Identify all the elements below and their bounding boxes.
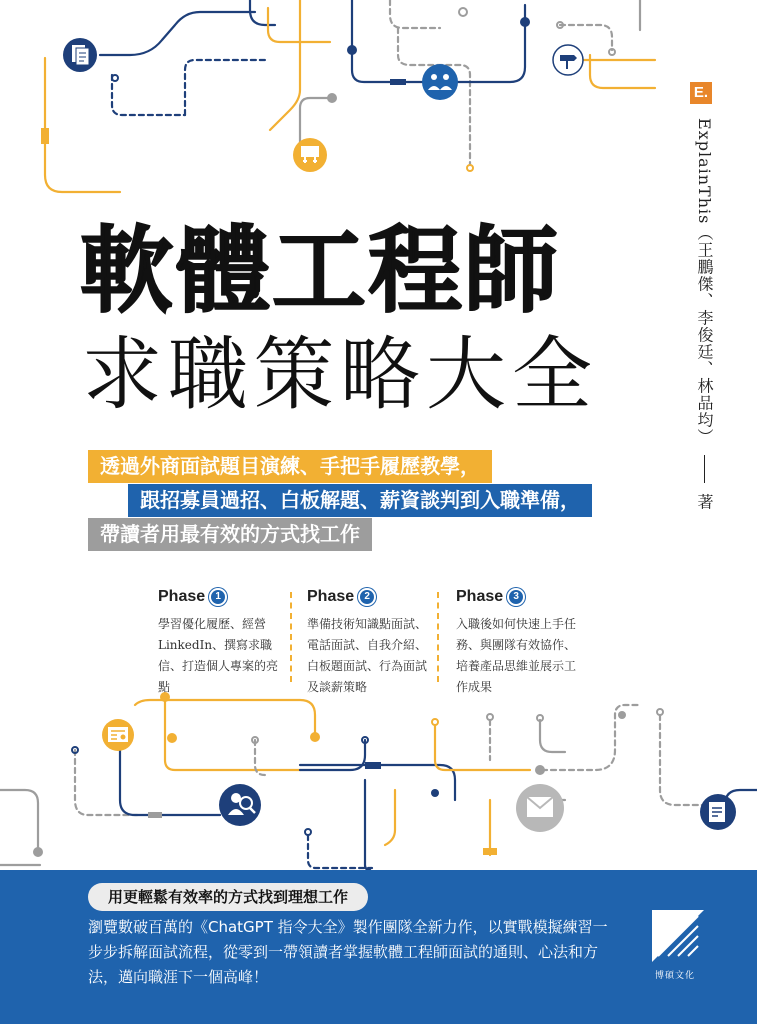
resume-icon	[102, 719, 134, 751]
mail-icon	[516, 784, 564, 832]
phase-3-block	[456, 588, 586, 698]
form-icon	[700, 794, 736, 830]
search-person-icon	[219, 784, 261, 826]
author-role: 著	[695, 493, 714, 511]
publisher-name: 博碩文化	[655, 971, 696, 981]
book-subtitle: 求職策略大全	[82, 328, 598, 421]
phase-label: Phase	[456, 588, 504, 605]
phase-number-badge: 1	[211, 590, 225, 604]
tagline-3: 帶讀者用最有效的方式找工作	[88, 518, 372, 551]
publisher-logo-icon	[652, 910, 704, 962]
tagline-2: 跟招募員過招、白板解題、薪資談判到入職準備，	[128, 484, 592, 517]
phase-1-block	[158, 588, 288, 698]
phase-2-block	[307, 588, 437, 698]
meeting-icon	[422, 64, 458, 100]
phase-divider	[437, 592, 439, 682]
phase-description: 學習優化履歷、經營 LinkedIn、撰寫求職信、打造個人專案的亮點	[158, 617, 279, 694]
tagline-1: 透過外商面試題目演練、手把手履歷教學，	[88, 450, 492, 483]
author-credit	[693, 118, 716, 511]
documents-icon	[63, 38, 97, 72]
book-title: 軟體工程師	[80, 217, 561, 326]
phase-number-badge: 2	[360, 590, 374, 604]
signpost-icon	[553, 45, 583, 75]
credit-rule	[704, 455, 705, 483]
phase-divider	[290, 592, 292, 682]
phase-description: 入職後如何快速上手任務、與團隊有效協作、培養產品思維並展示工作成果	[456, 617, 577, 694]
phase-label: Phase	[158, 588, 206, 605]
phase-label: Phase	[307, 588, 355, 605]
promo-text: 瀏覽數破百萬的《ChatGPT 指令大全》製作團隊全新力作，以實戰模擬練習一步步拆解面試流程，從零到一帶領讀者掌握軟體工程師面試的通則、心法和方法，邁向職涯下一個高峰！	[88, 918, 608, 986]
presentation-icon	[293, 138, 327, 172]
phase-description: 準備技術知識點面試、電話面試、自我介紹、白板題面試、行為面試及談薪策略	[307, 617, 428, 694]
phase-number-badge: 3	[509, 590, 523, 604]
author-names: ExplainThis（王鵬傑、李俊廷、林品均）	[695, 118, 714, 446]
explainthis-logo: E.	[690, 82, 712, 104]
promo-heading: 用更輕鬆有效率的方式找到理想工作	[88, 883, 368, 911]
